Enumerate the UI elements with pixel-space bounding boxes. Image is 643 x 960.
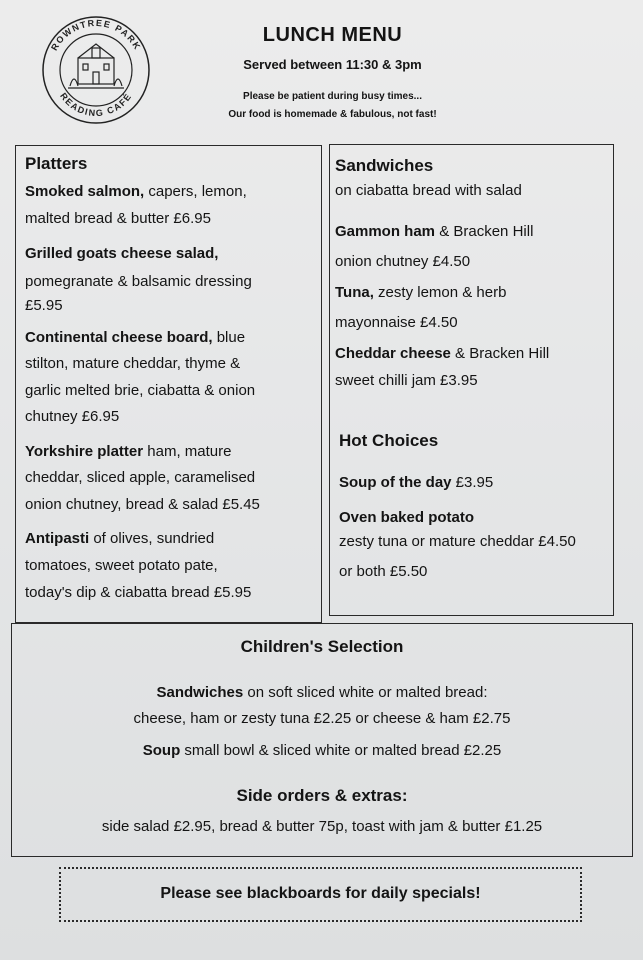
- section-heading: Children's Selection: [240, 637, 404, 656]
- menu-line: mayonnaise £4.50: [335, 314, 458, 331]
- serving-hours: Served between 11:30 & 3pm: [243, 57, 422, 72]
- menu-line: malted bread & butter £6.95: [25, 210, 211, 227]
- section-heading: Platters: [25, 154, 88, 173]
- menu-line: Tuna, zesty lemon & herb: [335, 284, 507, 301]
- menu-line: pomegranate & balsamic dressing: [25, 273, 252, 290]
- menu-line: Smoked salmon, capers, lemon,: [25, 183, 247, 200]
- menu-line: sweet chilli jam £3.95: [335, 372, 478, 389]
- section-heading: Side orders & extras:: [236, 786, 408, 805]
- menu-line: Soup small bowl & sliced white or malted bread £2.25: [142, 742, 502, 759]
- menu-line: chutney £6.95: [25, 408, 120, 425]
- menu-line: today's dip & ciabatta bread £5.95: [25, 584, 252, 601]
- menu-line: stilton, mature cheddar, thyme &: [25, 355, 241, 372]
- menu-line: Antipasti of olives, sundried: [25, 530, 215, 547]
- specials-text: Please see blackboards for daily specials!: [160, 885, 481, 902]
- menu-line: Yorkshire platter ham, mature: [25, 443, 232, 460]
- menu-line: tomatoes, sweet potato pate,: [25, 557, 218, 574]
- platters-section: [15, 145, 322, 623]
- menu-line: on ciabatta bread with salad: [335, 182, 522, 199]
- menu-line: or both £5.50: [339, 563, 428, 580]
- menu-line: zesty tuna or mature cheddar £4.50: [339, 533, 576, 550]
- cafe-logo: [40, 14, 156, 126]
- menu-title: LUNCH MENU: [262, 24, 403, 46]
- specials-banner: [59, 867, 582, 922]
- note-line-1: Please be patient during busy times...: [243, 91, 422, 102]
- sandwiches-section: [329, 144, 614, 616]
- section-heading: Sandwiches: [335, 156, 434, 175]
- menu-line: Oven baked potato: [339, 509, 475, 526]
- logo-top-text: ROWNTREE PARK: [49, 17, 143, 53]
- menu-line: onion chutney, bread & salad £5.45: [25, 496, 260, 513]
- menu-line: Sandwiches on soft sliced white or malted bread:: [156, 684, 488, 701]
- logo-bottom-text: READING CAFÉ: [58, 90, 134, 119]
- menu-line: £5.95: [25, 297, 63, 314]
- section-heading: Hot Choices: [339, 431, 439, 450]
- svg-text:ROWNTREE PARK: [49, 18, 143, 52]
- childrens-section: [11, 623, 633, 857]
- menu-line: side salad £2.95, bread & butter 75p, toast with jam & butter £1.25: [101, 818, 543, 835]
- menu-line: cheese, ham or zesty tuna £2.25 or cheese & ham £2.75: [133, 710, 511, 727]
- menu-line: Grilled goats cheese salad,: [25, 245, 219, 262]
- menu-line: garlic melted brie, ciabatta & onion: [25, 382, 256, 399]
- note-line-2: Our food is homemade & fabulous, not fast!: [228, 109, 437, 120]
- menu-line: Cheddar cheese & Bracken Hill: [335, 345, 550, 362]
- menu-line: Soup of the day £3.95: [339, 474, 494, 491]
- menu-line: Gammon ham & Bracken Hill: [335, 223, 534, 240]
- menu-line: onion chutney £4.50: [335, 253, 471, 270]
- menu-line: Continental cheese board, blue: [25, 329, 246, 346]
- menu-line: cheddar, sliced apple, caramelised: [25, 469, 256, 486]
